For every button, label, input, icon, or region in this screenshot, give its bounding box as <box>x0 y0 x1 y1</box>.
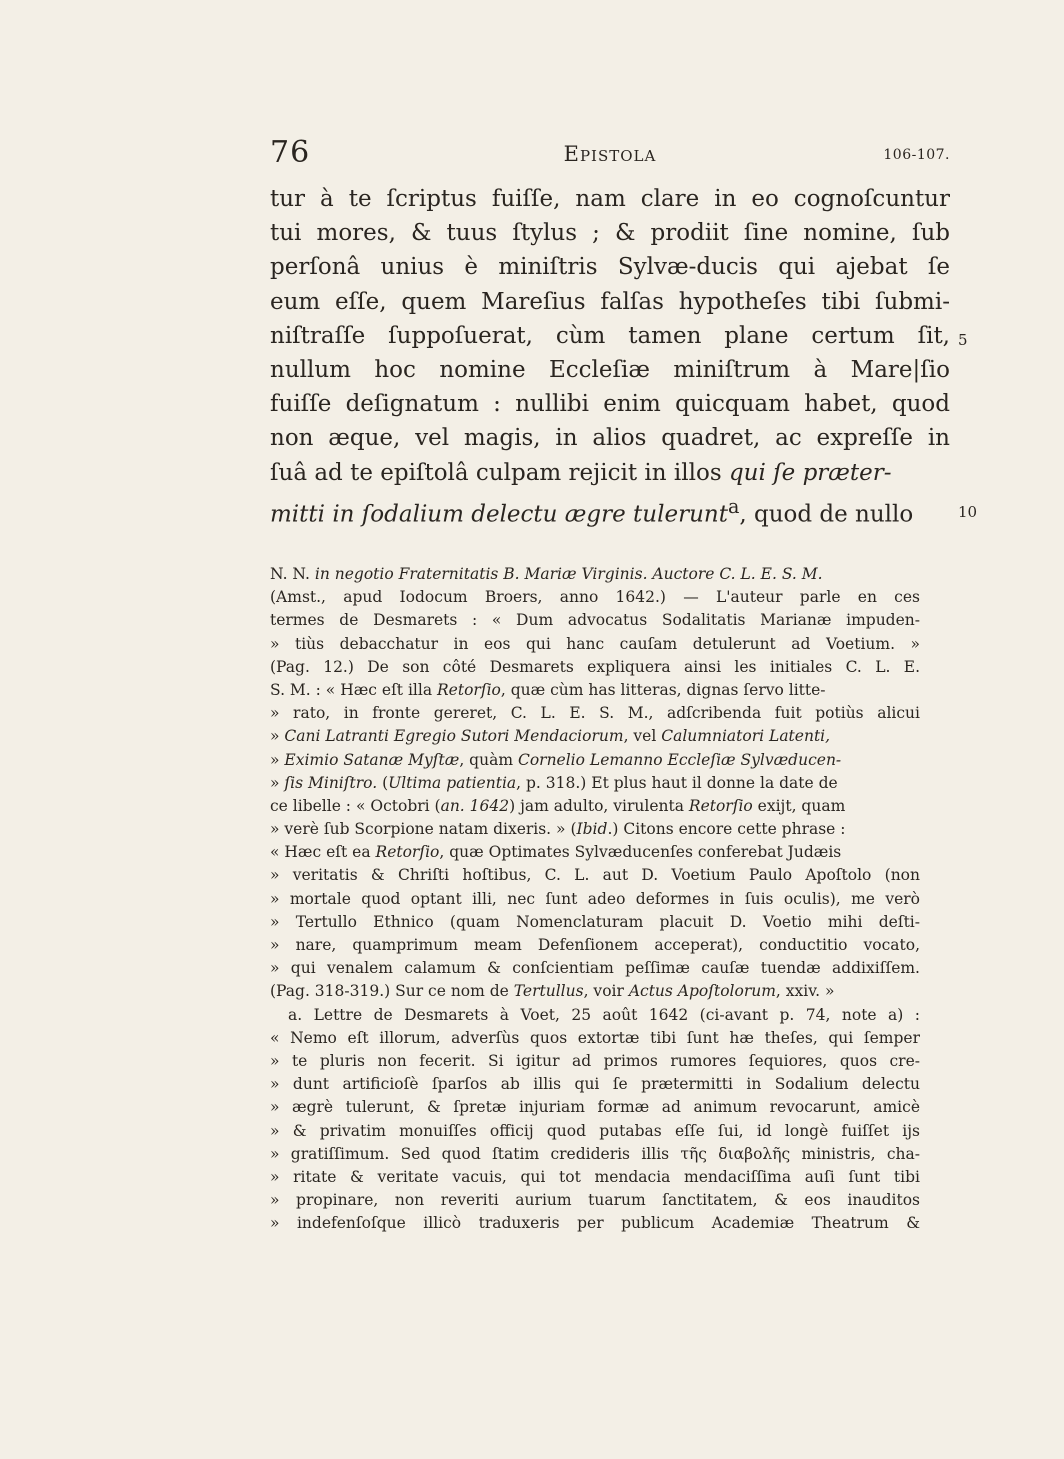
italic-phrase: mitti in ſodalium delectu ægre tulerunt <box>270 501 728 528</box>
footnote-line: » ritate & veritate vacuis, qui tot mendacia mendaciſſima auſi ſunt tibi <box>270 1167 920 1186</box>
footnote-line: » Cani Latranti Egregio Sutori Mendaciorum, vel Calumniatori Latenti, <box>270 727 831 746</box>
footnote-line: » ægrè tulerunt, & ſpretæ injuriam formæ ad animum revocarunt, amicè <box>270 1098 920 1117</box>
footnote-line: » & privatim monuiſſes officij quod putabas eſſe ſui, id longè fuiſſet ijs <box>270 1121 920 1140</box>
main-text-line: ſuâ ad te epiſtolâ culpam rejicit in illos qui ſe præter- <box>270 459 892 486</box>
footnote-line: » qui venalem calamum & conſcientiam peſſimæ cauſæ tuendæ addixiſſem. <box>270 959 920 978</box>
running-head: Epistola <box>563 142 657 166</box>
footnote-line: a. Lettre de Desmarets à Voet, 25 août 1642 (ci-avant p. 74, note a) : <box>288 1005 920 1024</box>
footnote-line: » Tertullo Ethnico (quam Nomenclaturam placuit D. Voetio mihi deſti- <box>270 912 920 931</box>
line-number: 10 <box>958 503 978 521</box>
main-text-line: tur à te ſcriptus fuiſſe, nam clare in eo cognoſcuntur <box>270 186 950 212</box>
main-text-line: eum eſſe, quem Mareſius falſas hypotheſes tibi ſubmi- <box>270 288 950 315</box>
main-text-line: perſonâ unius è miniſtris Sylvæ-ducis qui ajebat ſe <box>270 254 950 281</box>
main-text-line: fuiſſe deſignatum : nullibi enim quicquam habet, quod <box>270 391 950 418</box>
footnote-line: N. N. in negotio Fraternitatis B. Mariæ Virginis. Auctore C. L. E. S. M. <box>270 565 823 583</box>
line-number: 5 <box>958 331 968 349</box>
footnote-line: (Amst., apud Iodocum Broers, anno 1642.) — L'auteur parle en ces <box>270 588 920 607</box>
footnote-line: S. M. : « Hæc eſt illa Retorſio, quæ cùm has litteras, dignas ſervo litte- <box>270 680 826 699</box>
footnote-line: » gratiſſimum. Sed quod ſtatim credideris illis τῆς διαβολῆς ministris, cha- <box>270 1144 920 1163</box>
letter-range: 106-107. <box>883 147 950 163</box>
footnote-line: » indefenſoſque illicò traduxeris per publicum Academiæ Theatrum & <box>270 1214 920 1233</box>
footnote-line: » dunt artificioſè ſparſos ab illis qui ſe prætermitti in Sodalium delectu <box>270 1075 920 1094</box>
footnote-line: » verè ſub Scorpione natam dixeris. » (Ibid.) Citons encore cette phrase : <box>270 820 846 839</box>
main-text-line: niſtraſſe ſuppoſuerat, cùm tamen plane certum ſit, <box>270 322 950 349</box>
footnote-line: » ſis Miniſtro. (Ultima patientia, p. 318.) Et plus haut il donne la date de <box>270 773 838 792</box>
footnote-line: ce libelle : « Octobri (an. 1642) jam adulto, virulenta Retorſio exijt, quam <box>270 796 846 815</box>
footnote-line: (Pag. 318-319.) Sur ce nom de Tertullus, voir Actus Apoſtolorum, xxiv. » <box>270 982 835 1001</box>
main-text <box>270 182 950 528</box>
main-text-line: nullum hoc nomine Eccleſiæ miniſtrum à Mare|ſio <box>270 356 950 383</box>
footnote-line: » mortale quod optant illi, nec ſunt adeo deformes in ſuis oculis), me verò <box>270 889 920 908</box>
footnote-line: « Nemo eſt illorum, adverſùs quos extortæ tibi ſunt hæ theſes, qui ſemper <box>270 1028 920 1047</box>
footnote-line: « Hæc eſt ea Retorſio, quæ Optimates Sylvæducenſes conferebat Judæis <box>270 843 842 862</box>
page-number: 76 <box>270 135 311 170</box>
main-text-line: mitti in ſodalium delectu ægre tulerunt$^a$, quod de nullo <box>270 494 914 528</box>
footnote-line: » nare, quamprimum meam Defenſionem acceperat), conductitio vocato, <box>270 936 920 954</box>
main-text-line: non æque, vel magis, in alios quadret, ac expreſſe in <box>270 425 950 452</box>
main-text-line: tui mores, & tuus ſtylus ; & prodiit ſine nomine, ſub <box>270 220 950 247</box>
footnote-line: termes de Desmarets : « Dum advocatus Sodalitatis Marianæ impuden- <box>270 611 920 630</box>
footnote-line: » Eximio Satanæ Myſtæ, quàm Cornelio Lemanno Eccleſiæ Sylvæducen- <box>270 750 842 769</box>
footnote-line: » rato, in fronte gereret, C. L. E. S. M., adſcribenda fuit potiùs alicui <box>270 704 920 723</box>
footnote-line: » veritatis & Chriſti hoſtibus, C. L. aut D. Voetium Paulo Apoſtolo (non <box>270 866 920 885</box>
footnote-line: » te pluris non fecerit. Si igitur ad primos rumores ſequiores, quos cre- <box>270 1051 920 1070</box>
footnote-line: (Pag. 12.) De son côté Desmarets expliquera ainsi les initiales C. L. E. <box>270 657 920 676</box>
footnote-line: » propinare, non reveriti aurium tuarum ſanctitatem, & eos inauditos <box>270 1191 920 1210</box>
italic-phrase: qui ſe præter- <box>728 459 892 486</box>
page-header <box>270 135 950 175</box>
footnote-marker: a <box>727 494 740 518</box>
footnotes <box>270 563 920 1235</box>
footnote-line: » tiùs debacchatur in eos qui hanc cauſam detulerunt ad Voetium. » <box>270 634 920 653</box>
